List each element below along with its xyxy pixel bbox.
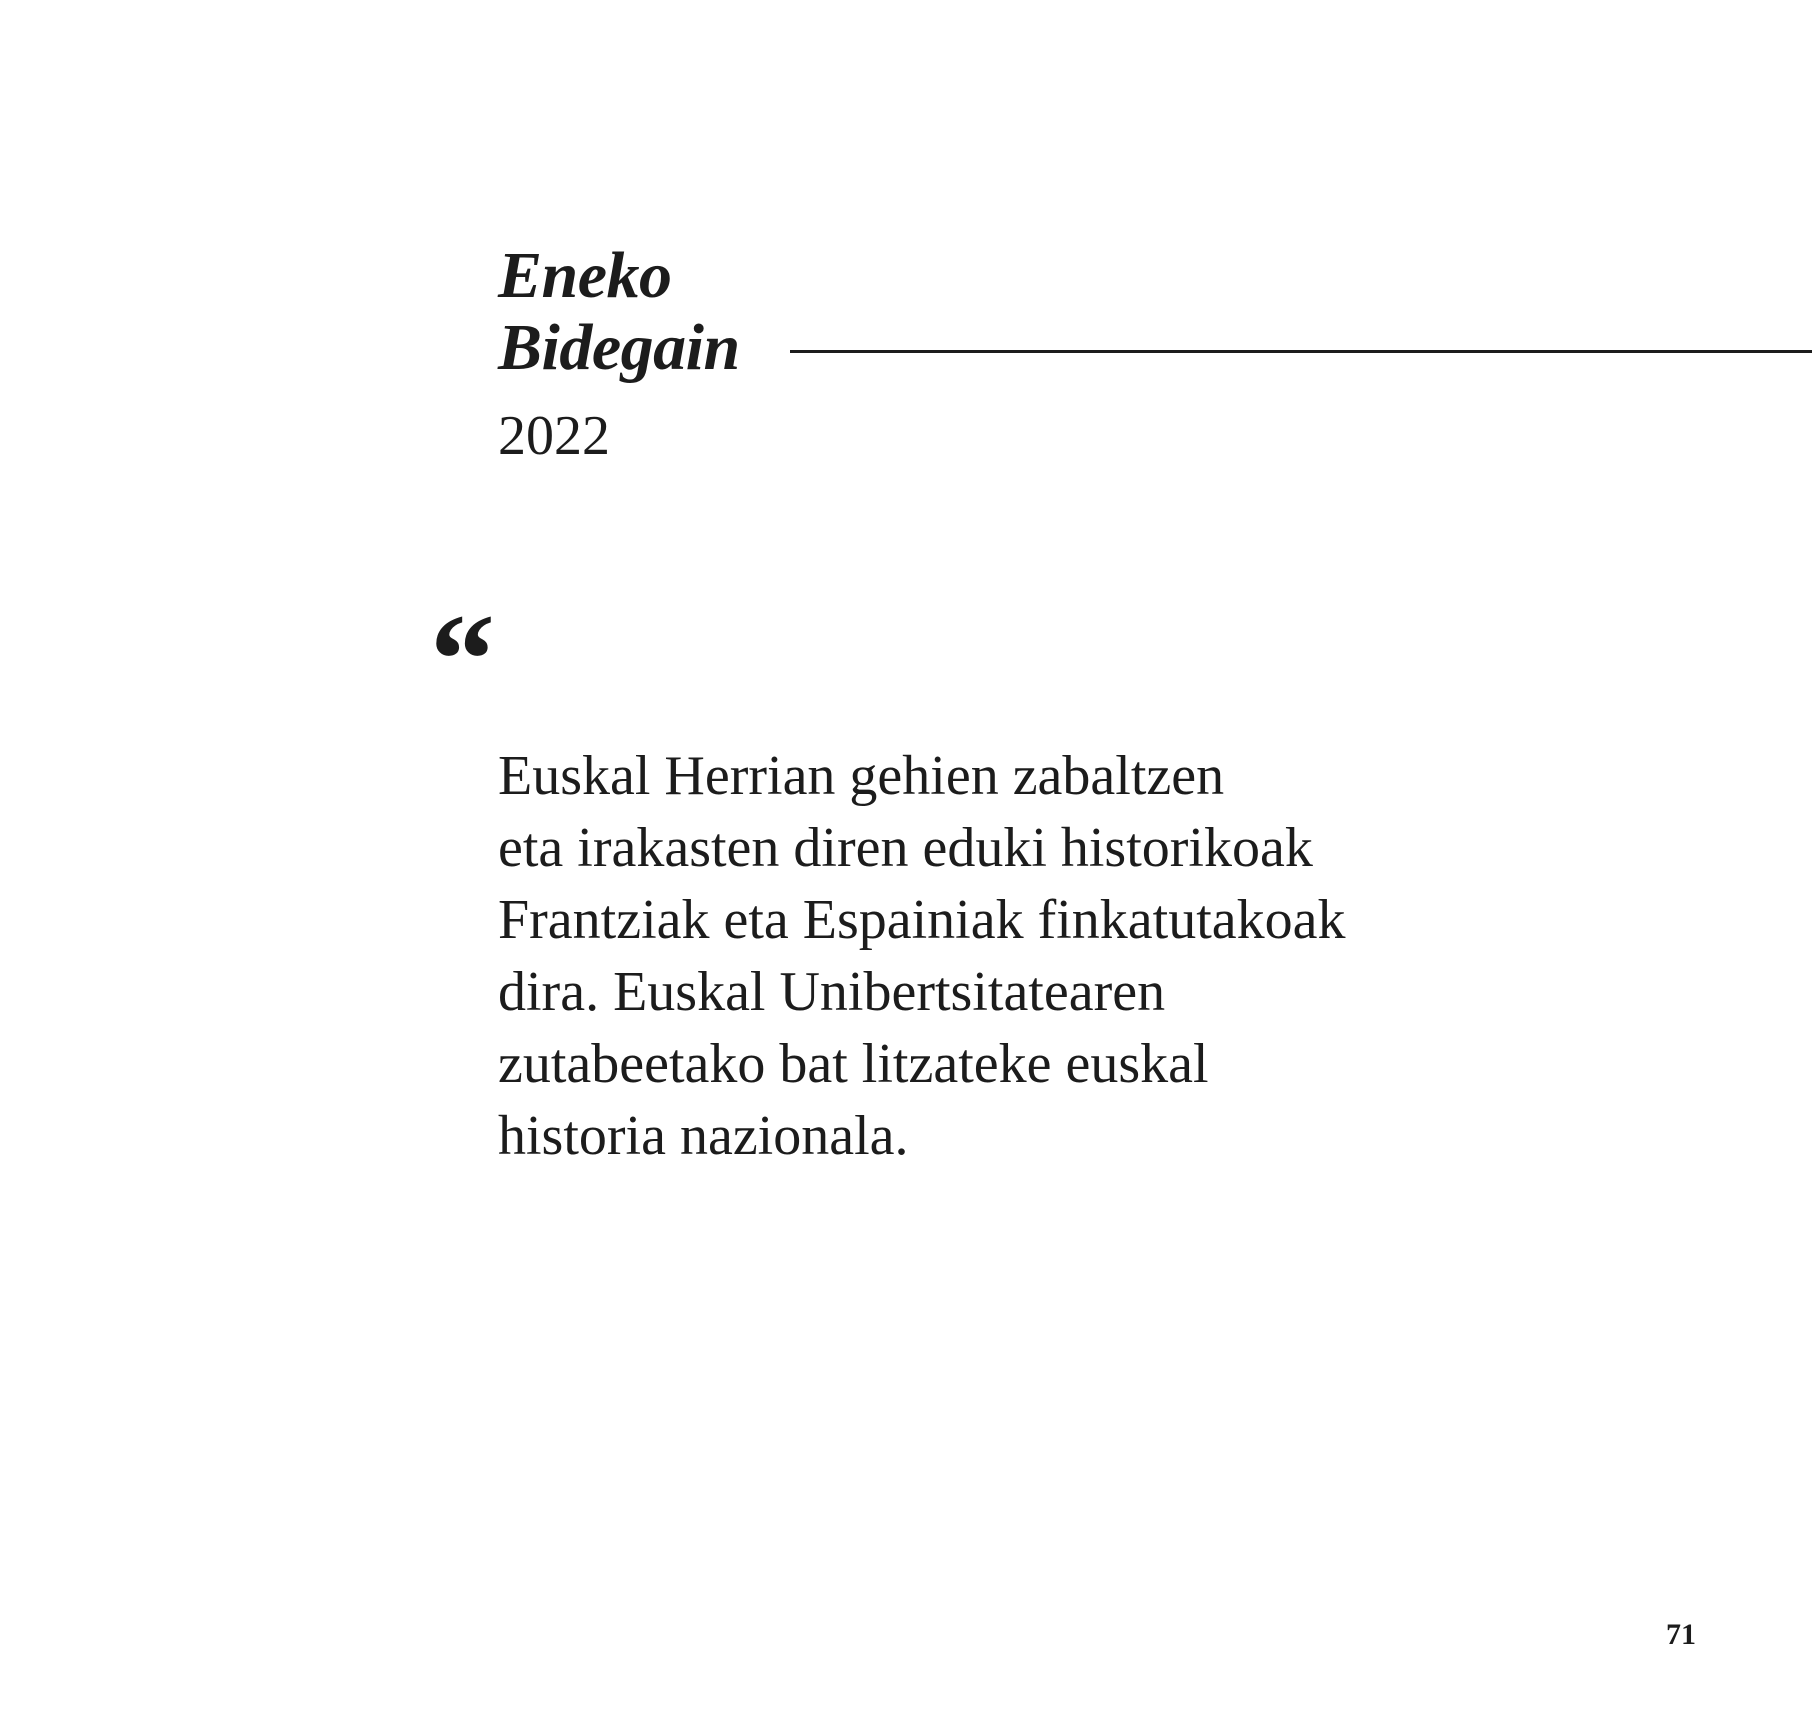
page-number: 71	[1666, 1618, 1696, 1651]
author-first-name: Eneko	[498, 239, 672, 312]
quote-line: eta irakasten diren eduki historikoak	[498, 817, 1313, 879]
author-block	[498, 240, 740, 468]
horizontal-rule	[790, 350, 1812, 353]
author-year: 2022	[498, 405, 610, 467]
quote-line: historia nazionala.	[498, 1105, 909, 1167]
quote-line: zutabeetako bat litzateke euskal	[498, 1033, 1209, 1095]
quote-line: dira. Euskal Unibertsitatearen	[498, 961, 1166, 1023]
quote-line: Euskal Herrian gehien zabaltzen	[498, 745, 1225, 807]
author-name	[498, 240, 740, 384]
quote-line: Frantziak eta Espainiak finkatutakoak	[498, 889, 1346, 951]
quote-mark-icon: “	[430, 588, 495, 732]
quote-text	[498, 740, 1498, 1172]
author-last-name: Bidegain	[498, 311, 740, 384]
